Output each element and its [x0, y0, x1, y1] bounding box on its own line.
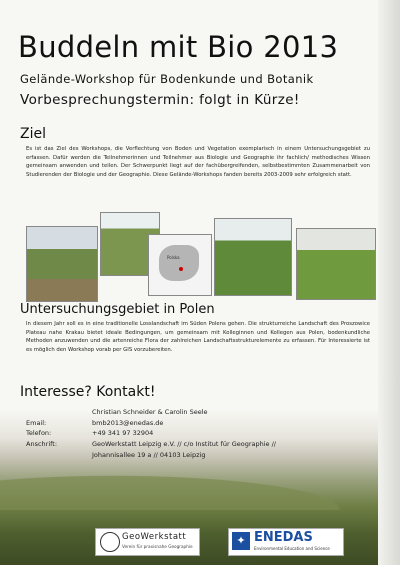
landscape-hill	[0, 470, 378, 510]
field-photo-4	[296, 228, 376, 300]
section-heading-kontakt: Interesse? Kontakt!	[20, 384, 156, 400]
section-heading-gebiet: Untersuchungsgebiet in Polen	[20, 302, 215, 317]
map-label: Polska	[167, 255, 180, 260]
address-line-1: GeoWerkstatt Leipzig e.V. // c/o Institut für Geographie //	[92, 440, 276, 448]
geowerkstatt-name: GeoWerkstatt	[122, 532, 187, 542]
enedas-tagline: Environmental Education and Science	[254, 546, 330, 551]
page-edge-shadow	[378, 0, 400, 565]
enedas-name: ENEDAS	[254, 530, 313, 545]
ziel-paragraph: Es ist das Ziel des Workshops, die Verflechtung von Boden und Vegetation exemplarisch in einem Untersuchungsgebiet zu erfassen. Dafür werden die Teilnehmerinnen und Teilnehmer aus Biologie und Geographie ihr fachlich/ methodisches Wissen gemeinsam anwenden und teilen. Der Schwerpunkt liegt auf der fachübergreifenden, selbstbestimmten Zusammenarbeit von Studierenden der Biologie und der Geographie. Diese Gelände-Workshops fanden bereits 2003-2009 sehr erfolgreich statt.	[26, 146, 370, 178]
page-subtitle: Gelände-Workshop für Bodenkunde und Botanik	[20, 72, 314, 86]
poland-shape	[159, 245, 199, 281]
email-link[interactable]: bmb2013@enedas.de	[92, 419, 164, 427]
contact-names: Christian Schneider & Carolin Seele	[92, 408, 208, 416]
section-heading-ziel: Ziel	[20, 126, 46, 142]
enedas-emblem-icon: ✦	[232, 532, 250, 550]
address-label: Anschrift:	[26, 440, 58, 448]
page-title: Buddeln mit Bio 2013	[18, 30, 339, 64]
photo-strip	[26, 212, 376, 300]
gebiet-paragraph: In diesem Jahr soll es in eine traditionelle Losslandschaft im Süden Polens gehen. Die strukturreiche Landschaft des Proszowice Plateau nahe Krakau bietet ideale Bedingungen, um gemeinsam mit Kolleginnen und Kollegen aus Polen, bodenkundliche Methoden anzuwenden und die artenreiche Flora der zahlreichen Landschaftsstrukturelemente zu erfassen. Für Interessierte ist es möglich den Workshop vorab per GIS vorzubereiten.	[26, 321, 370, 353]
globe-icon	[100, 532, 120, 552]
field-photo-3	[214, 218, 292, 296]
poland-map	[148, 234, 212, 296]
geowerkstatt-tagline: Verein für praxisnahe Geographie	[122, 544, 193, 549]
location-marker-icon	[179, 267, 183, 271]
phone-value: +49 341 97 32904	[92, 429, 154, 437]
field-photo-1	[26, 226, 98, 302]
enedas-logo	[228, 528, 344, 556]
address-line-2: Johannisallee 19 a // 04103 Leipzig	[92, 451, 206, 459]
phone-label: Telefon:	[26, 429, 52, 437]
email-label: Email:	[26, 419, 47, 427]
meeting-notice: Vorbesprechungstermin: folgt in Kürze!	[20, 92, 300, 108]
geowerkstatt-logo	[95, 528, 200, 556]
